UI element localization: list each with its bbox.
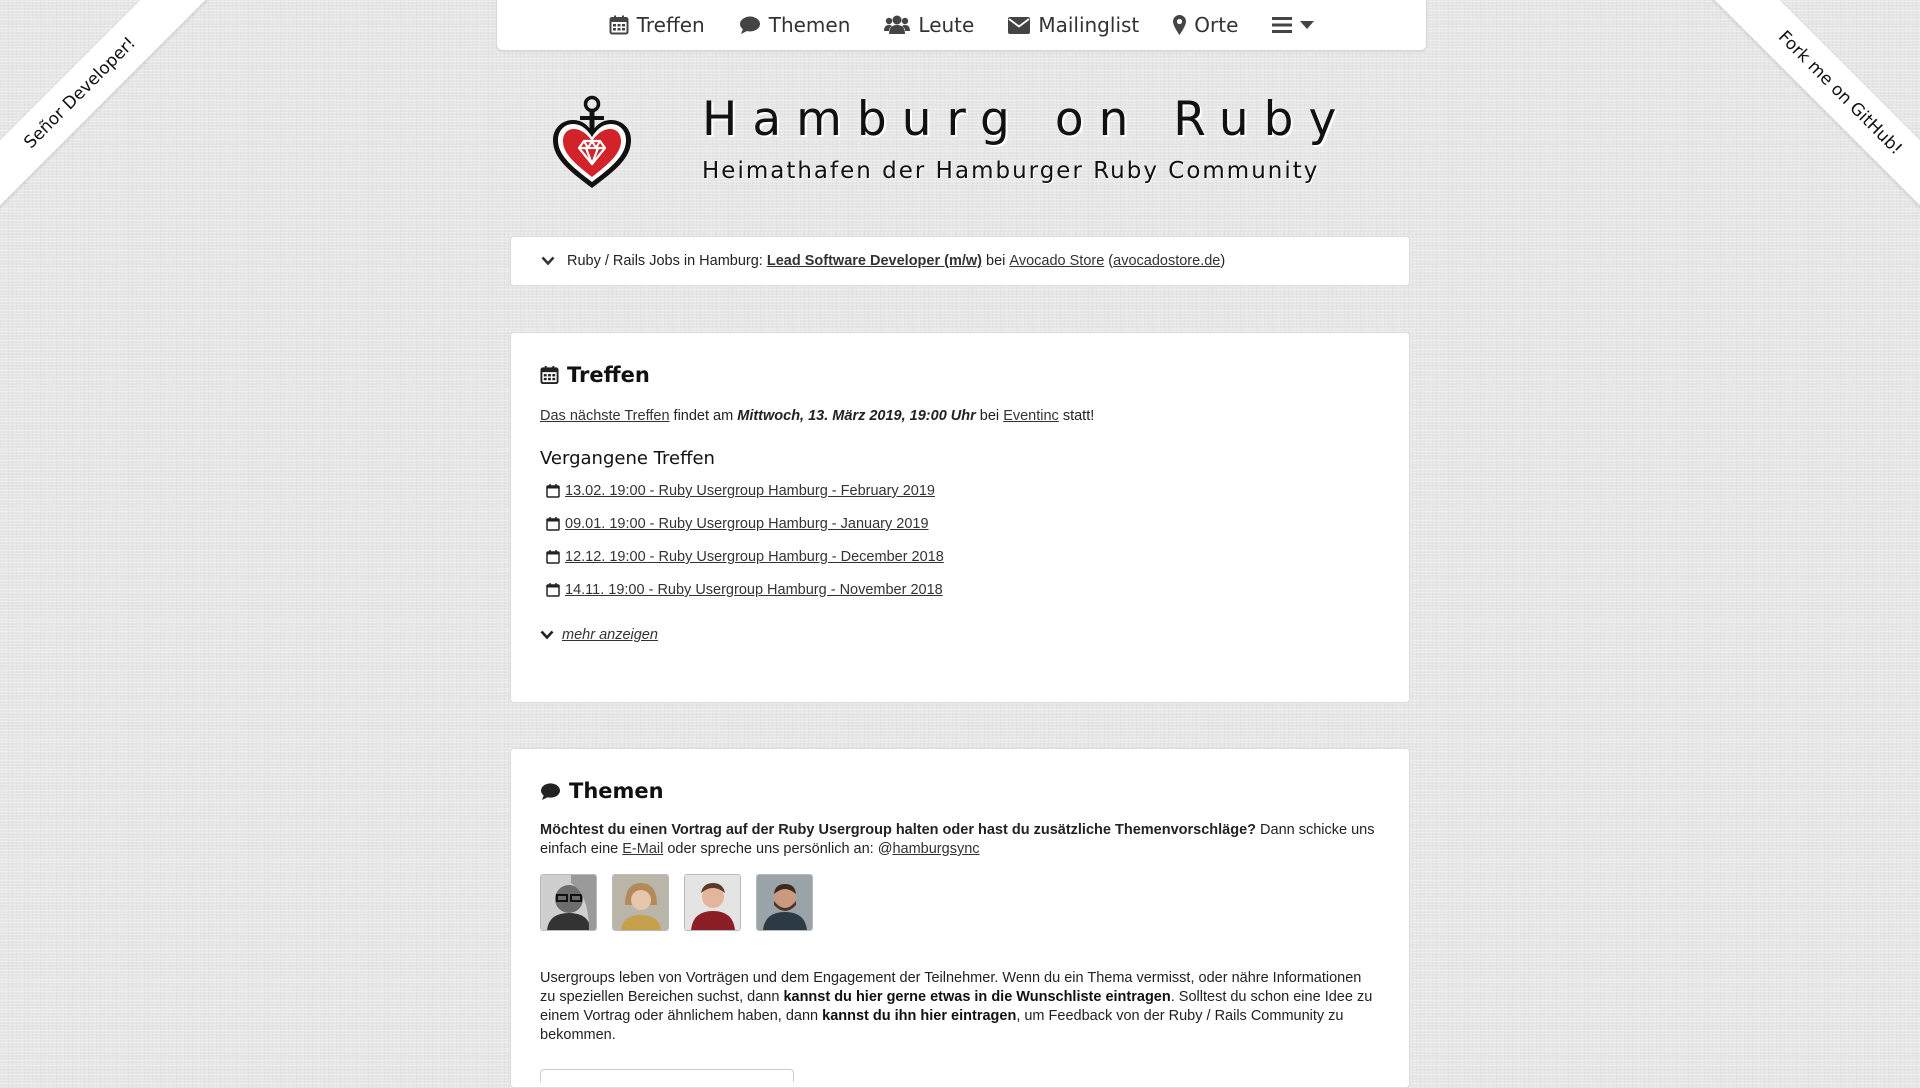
- avatar[interactable]: [684, 874, 741, 931]
- next-meetup-date: Mittwoch, 13. März 2019, 19:00 Uhr: [737, 408, 976, 424]
- email-link[interactable]: E-Mail: [622, 841, 664, 857]
- past-meetup-link[interactable]: 09.01. 19:00 - Ruby Usergroup Hamburg - January 2019: [565, 516, 929, 532]
- talk-proposal-link[interactable]: kannst du ihn hier eintragen: [822, 1008, 1017, 1024]
- nav-item-themen[interactable]: [739, 13, 851, 37]
- list-item: [546, 582, 1380, 615]
- heart-anchor-logo[interactable]: [550, 92, 634, 192]
- github-ribbon[interactable]: [1680, 0, 1920, 240]
- treffen-heading: [540, 363, 1380, 387]
- next-meetup-text-part: findet am: [673, 408, 734, 424]
- past-meetup-link[interactable]: 14.11. 19:00 - Ruby Usergroup Hamburg - November 2018: [565, 582, 943, 598]
- nav-label: Orte: [1194, 13, 1239, 37]
- comment-icon: [739, 15, 761, 35]
- themen-intro-bold: Möchtest du einen Vortrag auf der Ruby Usergroup halten oder hast du zusätzliche Themenvorschläge?: [540, 822, 1256, 838]
- show-more-toggle[interactable]: [540, 627, 1380, 643]
- envelope-icon: [1008, 17, 1030, 34]
- treffen-section: [510, 332, 1410, 703]
- organizer-avatars: [540, 874, 1380, 931]
- comment-icon: [540, 782, 561, 801]
- themen-body-text: . Solltest du schon eine Idee zu einem Vortrag oder ähnlichem haben, dann: [540, 989, 1373, 1024]
- hamburger-menu-icon: [1272, 16, 1292, 34]
- avatar[interactable]: [540, 874, 597, 931]
- treffen-title: Treffen: [567, 363, 650, 387]
- list-item: [546, 483, 1380, 516]
- chevron-down-icon[interactable]: [541, 256, 555, 266]
- top-navigation: [496, 0, 1427, 51]
- nav-label: Leute: [918, 13, 975, 37]
- themen-intro-text: oder spreche uns persönlich an: @: [667, 841, 893, 857]
- next-meetup-link[interactable]: Das nächste Treffen: [540, 408, 670, 424]
- themen-intro: [540, 821, 1380, 859]
- calendar-outline-icon: [546, 517, 560, 531]
- next-meetup-text-part: statt!: [1062, 408, 1095, 424]
- past-meetup-link[interactable]: 12.12. 19:00 - Ruby Usergroup Hamburg - December 2018: [565, 549, 944, 565]
- site-subtitle: Heimathafen der Hamburger Ruby Community: [702, 158, 1320, 184]
- nav-label: Themen: [768, 13, 851, 37]
- nav-label: Mailinglist: [1038, 13, 1140, 37]
- partial-button[interactable]: [540, 1069, 794, 1082]
- nav-item-treffen[interactable]: [609, 13, 705, 37]
- calendar-outline-icon: [546, 550, 560, 564]
- wishlist-link[interactable]: kannst du hier gerne etwas in die Wunschliste eintragen: [783, 989, 1171, 1005]
- avatar[interactable]: [612, 874, 669, 931]
- users-icon: [884, 15, 910, 35]
- caret-down-icon: [1300, 20, 1314, 30]
- calendar-icon: [540, 365, 559, 385]
- list-item: [546, 549, 1380, 582]
- jobs-prefix: Ruby / Rails Jobs in Hamburg:: [567, 253, 763, 269]
- job-company-link[interactable]: Avocado Store: [1009, 253, 1105, 269]
- past-meetup-link[interactable]: 13.02. 19:00 - Ruby Usergroup Hamburg - February 2019: [565, 483, 935, 499]
- past-meetups-list: [540, 483, 1380, 615]
- themen-heading: [540, 779, 1380, 803]
- next-meetup-venue-link[interactable]: Eventinc: [1003, 408, 1059, 424]
- themen-body-text: Usergroups leben von Vorträgen und dem Engagement der Teilnehmer. Wenn du ein Thema vermisst, oder nähre Informationen zu speziellen Bereichen suchst, dann: [540, 970, 1362, 1005]
- site-title: Hamburg on Ruby: [702, 92, 1352, 147]
- nav-item-leute[interactable]: [884, 13, 974, 37]
- themen-body: [540, 969, 1380, 1045]
- themen-section: [510, 748, 1410, 1088]
- job-position-link[interactable]: Lead Software Developer (m/w): [766, 253, 982, 269]
- themen-intro-text: Dann schicke uns einfach eine: [540, 822, 1375, 857]
- ribbon-label: Fork me on GitHub!: [1696, 0, 1920, 237]
- calendar-outline-icon: [546, 583, 560, 597]
- nav-item-orte[interactable]: [1173, 13, 1238, 37]
- themen-body-text: , um Feedback von der Ruby / Rails Community zu bekommen.: [540, 1008, 1344, 1043]
- twitter-handle-link[interactable]: hamburgsync: [892, 841, 980, 857]
- past-meetups-heading: Vergangene Treffen: [540, 448, 715, 469]
- next-meetup-text-part: bei: [979, 408, 1000, 424]
- themen-title: Themen: [569, 779, 664, 803]
- nav-menu-dropdown[interactable]: [1272, 16, 1314, 34]
- nav-label: Treffen: [636, 13, 705, 37]
- job-company-url-link[interactable]: avocadostore.de: [1113, 253, 1221, 269]
- jobs-banner: Ruby / Rails Jobs in Hamburg: Lead Software Developer (m/w) bei Avocado Store ( avocadostore.de ): [510, 236, 1410, 286]
- senor-developer-ribbon[interactable]: [0, 0, 240, 240]
- nav-item-mailinglist[interactable]: [1008, 13, 1139, 37]
- ribbon-label: Señor Developer!: [0, 0, 224, 237]
- show-more-link[interactable]: mehr anzeigen: [562, 627, 658, 643]
- calendar-icon: [609, 15, 629, 35]
- map-marker-icon: [1173, 15, 1186, 35]
- jobs-connector: bei: [986, 253, 1006, 269]
- avatar[interactable]: [756, 874, 813, 931]
- next-meetup-text: [540, 407, 1380, 426]
- chevron-down-icon: [540, 630, 554, 640]
- list-item: [546, 516, 1380, 549]
- calendar-outline-icon: [546, 484, 560, 498]
